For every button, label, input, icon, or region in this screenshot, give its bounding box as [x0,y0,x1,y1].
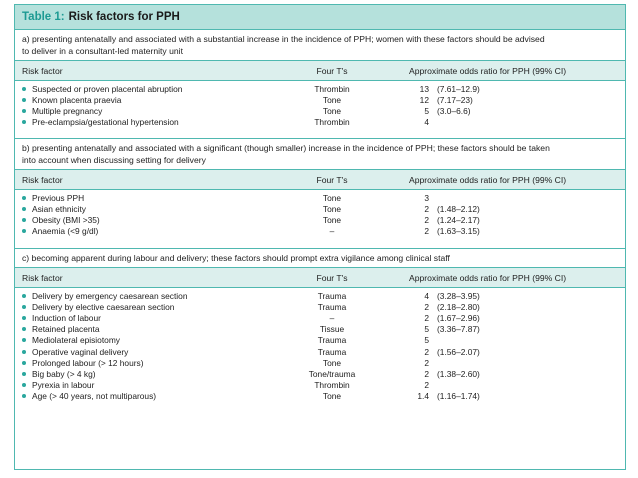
odds-ratio-value: 4 [424,117,429,128]
table-row [15,380,625,391]
four-ts-cell: Tone [322,391,342,402]
column-header-odds-ratio: Approximate odds ratio for PPH (99% CI) [409,174,567,185]
four-ts-cell: Trauma [317,335,347,346]
four-ts-cell: Tone [322,94,342,105]
table-number: Table 1: [22,11,65,23]
confidence-interval: (1.63–3.15) [437,226,480,237]
table-row [15,368,625,379]
confidence-interval [429,117,437,127]
column-header-four-ts: Four T's [316,65,348,76]
confidence-interval [429,193,437,203]
bullet-icon [22,327,26,331]
bullet-icon [22,229,26,233]
odds-ratio-value: 2 [424,368,429,379]
confidence-interval: (1.24–2.17) [437,214,480,225]
odds-ratio-cell [387,302,625,312]
odds-ratio-value: 2 [424,203,429,214]
odds-ratio-cell [387,391,625,401]
bullet-icon [22,109,26,113]
risk-factor-text: Delivery by emergency caesarean section [32,290,188,301]
risk-factor-text: Obesity (BMI >35) [32,214,100,225]
odds-ratio-cell [387,84,625,94]
section-rows [15,81,625,138]
bullet-icon [22,120,26,124]
odds-ratio-value: 2 [424,312,429,323]
bullet-icon [22,294,26,298]
table-row [15,105,625,116]
confidence-interval: (7.17–23) [437,94,473,105]
four-ts-cell: Thrombin [314,117,350,128]
risk-factor-text: Asian ethnicity [32,203,86,214]
risk-factor-cell [15,313,277,323]
odds-ratio-cell [387,335,625,345]
four-ts-cell: Trauma [317,290,347,301]
confidence-interval: (1.38–2.60) [437,368,480,379]
risk-factor-cell [15,193,277,203]
section-heading: a) presenting antenatally and associated with a substantial increase in the incidence of PPH; women with these factors should be advised to deliver in a consultant-led maternity unit [15,30,625,61]
section-rows [15,288,625,442]
odds-ratio-value: 2 [424,214,429,225]
odds-ratio-value: 12 [419,94,429,105]
odds-ratio-cell [387,313,625,323]
four-ts-cell: Tissue [319,324,345,335]
odds-ratio-cell [387,204,625,214]
table-row [15,117,625,128]
four-ts-cell: Tone [322,203,342,214]
odds-ratio-value: 3 [424,192,429,203]
odds-ratio-value: 2 [424,226,429,237]
table-row [15,192,625,203]
risk-factor-cell [15,347,277,357]
risk-factor-cell [15,226,277,236]
table-row [15,83,625,94]
odds-ratio-cell [387,358,625,368]
risk-factor-cell [15,324,277,334]
confidence-interval: (3.28–3.95) [437,290,480,301]
risk-factors-table [14,4,626,470]
odds-ratio-cell [387,369,625,379]
section-a [15,30,625,138]
odds-ratio-cell [387,215,625,225]
risk-factor-cell [15,358,277,368]
odds-ratio-cell [387,117,625,127]
four-ts-cell: – [329,226,335,237]
odds-ratio-value: 2 [424,346,429,357]
table-row [15,203,625,214]
column-header-four-ts: Four T's [316,174,348,185]
table-row [15,324,625,335]
bullet-icon [22,196,26,200]
risk-factor-text: Prolonged labour (> 12 hours) [32,357,144,368]
odds-ratio-value: 4 [424,290,429,301]
table-row [15,335,625,346]
column-header-four-ts: Four T's [316,272,348,283]
confidence-interval: (7.61–12.9) [437,83,480,94]
four-ts-cell: Trauma [317,346,347,357]
risk-factor-cell [15,302,277,312]
risk-factor-cell [15,291,277,301]
risk-factor-cell [15,204,277,214]
table-row [15,94,625,105]
risk-factor-text: Big baby (> 4 kg) [32,368,96,379]
bullet-icon [22,98,26,102]
four-ts-cell: Tone [322,105,342,116]
bullet-icon [22,207,26,211]
risk-factor-cell [15,380,277,390]
four-ts-cell: – [329,312,335,323]
bullet-icon [22,350,26,354]
risk-factor-text: Operative vaginal delivery [32,346,129,357]
risk-factor-cell [15,84,277,94]
table-row [15,301,625,312]
odds-ratio-value: 2 [424,380,429,391]
risk-factor-text: Age (> 40 years, not multiparous) [32,391,157,402]
bullet-icon [22,372,26,376]
table-title-text: Risk factors for PPH [68,11,180,23]
bullet-icon [22,361,26,365]
odds-ratio-cell [387,106,625,116]
section-rows [15,190,625,248]
risk-factor-text: Pre-eclampsia/gestational hypertension [32,117,179,128]
odds-ratio-value: 2 [424,357,429,368]
bullet-icon [22,305,26,309]
odds-ratio-value: 2 [424,301,429,312]
column-header-row [15,170,625,190]
odds-ratio-cell [387,291,625,301]
bullet-icon [22,338,26,342]
bullet-icon [22,87,26,91]
risk-factor-cell [15,215,277,225]
four-ts-cell: Tone [322,192,342,203]
bullet-icon [22,316,26,320]
odds-ratio-cell [387,380,625,390]
four-ts-cell: Tone [322,357,342,368]
table-row [15,226,625,237]
confidence-interval: (1.56–2.07) [437,346,480,357]
table-row [15,357,625,368]
bullet-icon [22,394,26,398]
odds-ratio-cell [387,193,625,203]
risk-factor-text: Induction of labour [32,312,101,323]
confidence-interval: (1.67–2.96) [437,312,480,323]
bullet-icon [22,218,26,222]
column-header-row [15,61,625,81]
odds-ratio-value: 5 [424,324,429,335]
table-row [15,391,625,402]
table-row [15,214,625,225]
risk-factor-text: Known placenta praevia [32,94,122,105]
risk-factor-cell [15,369,277,379]
confidence-interval: (1.16–1.74) [437,391,480,402]
four-ts-cell: Tone/trauma [308,368,356,379]
column-header-row [15,268,625,288]
confidence-interval: (3.0–6.6) [437,105,471,116]
table-row [15,346,625,357]
risk-factor-text: Mediolateral episiotomy [32,335,120,346]
confidence-interval [429,380,437,390]
column-header-odds-ratio: Approximate odds ratio for PPH (99% CI) [409,65,567,76]
odds-ratio-cell [387,226,625,236]
section-heading: b) presenting antenatally and associated with a significant (though smaller) increase in the incidence of PPH; these factors should be taken into account when discussing setting for delivery [15,138,625,170]
column-header-risk-factor: Risk factor [22,174,63,185]
risk-factor-text: Retained placenta [32,324,100,335]
table-row [15,312,625,323]
column-header-risk-factor: Risk factor [22,272,63,283]
section-c [15,248,625,442]
odds-ratio-cell [387,95,625,105]
risk-factor-text: Delivery by elective caesarean section [32,301,175,312]
odds-ratio-value: 5 [424,105,429,116]
confidence-interval [429,358,437,368]
four-ts-cell: Thrombin [314,83,350,94]
risk-factor-cell [15,106,277,116]
odds-ratio-cell [387,324,625,334]
risk-factor-cell [15,95,277,105]
risk-factor-text: Previous PPH [32,192,85,203]
odds-ratio-value: 13 [419,83,429,94]
confidence-interval: (1.48–2.12) [437,203,480,214]
section-b [15,138,625,248]
column-header-risk-factor: Risk factor [22,65,63,76]
odds-ratio-cell [387,347,625,357]
risk-factor-cell [15,391,277,401]
odds-ratio-value: 1.4 [417,391,429,402]
four-ts-cell: Trauma [317,301,347,312]
four-ts-cell: Thrombin [314,380,350,391]
risk-factor-cell [15,117,277,127]
risk-factor-text: Pyrexia in labour [32,380,95,391]
section-heading: c) becoming apparent during labour and delivery; these factors should prompt extra vigilance among clinical staff [15,248,625,268]
table-row [15,290,625,301]
confidence-interval: (3.36–7.87) [437,324,480,335]
bullet-icon [22,383,26,387]
four-ts-cell: Tone [322,214,342,225]
column-header-odds-ratio: Approximate odds ratio for PPH (99% CI) [409,272,567,283]
risk-factor-cell [15,335,277,345]
odds-ratio-value: 5 [424,335,429,346]
confidence-interval [429,335,437,345]
confidence-interval: (2.18–2.80) [437,301,480,312]
risk-factor-text: Anaemia (<9 g/dl) [32,226,99,237]
risk-factor-text: Suspected or proven placental abruption [32,83,183,94]
table-title [15,5,625,30]
risk-factor-text: Multiple pregnancy [32,105,103,116]
